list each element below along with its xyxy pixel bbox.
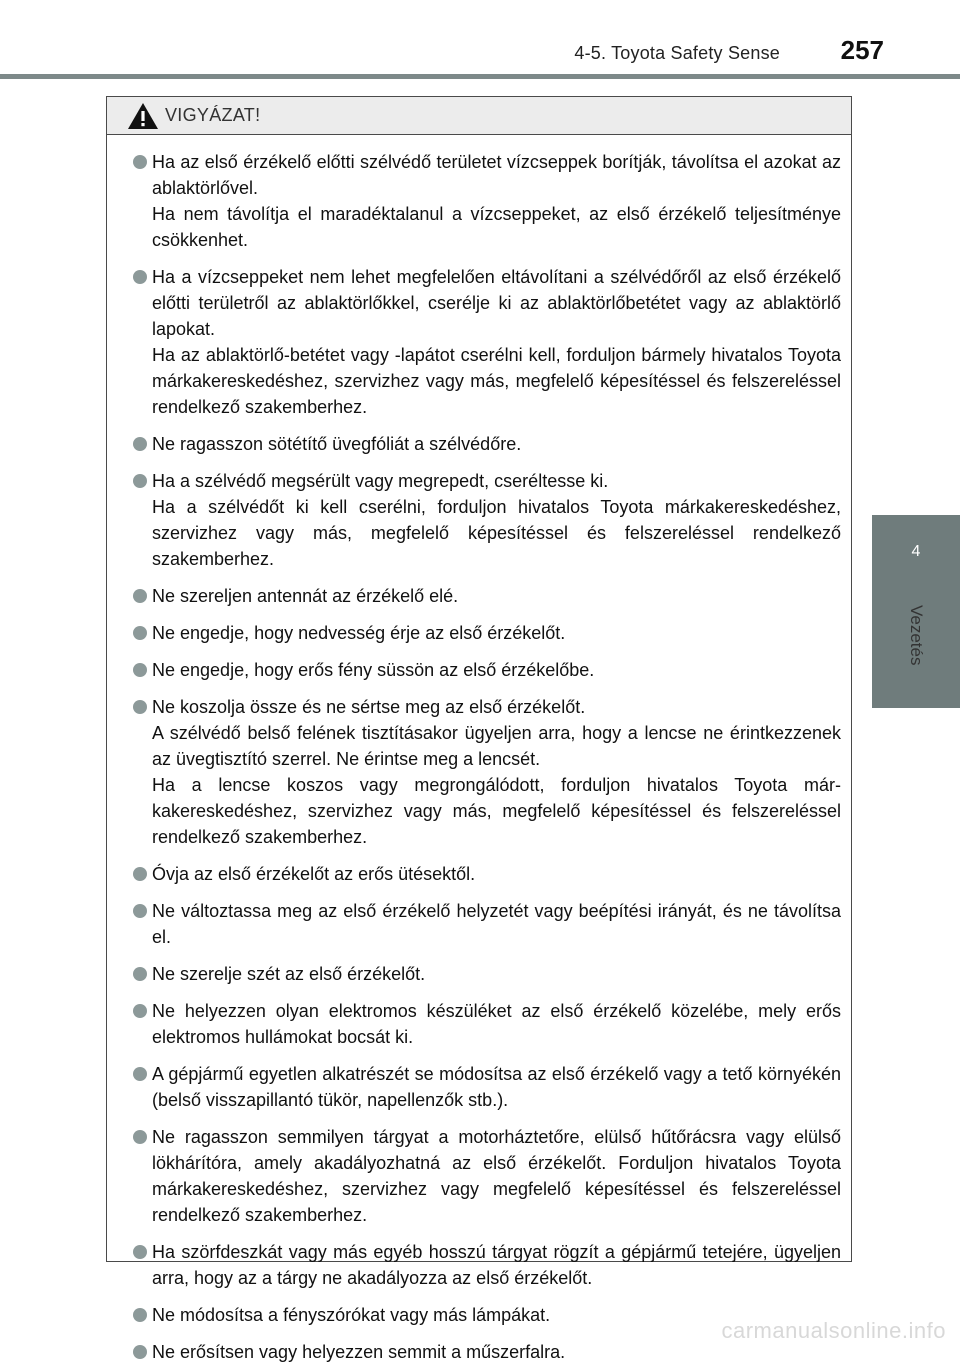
- list-item-body: [152, 1239, 841, 1291]
- list-item-text: Ne ragasszon semmilyen tárgyat a motorháztetőre, elülső hűtőrácsra vagy elülső lökhárítóra, amely akadályozhatná az első érzékelőt. Forduljon hivatalos Toyota márkakereskedéshez, szervizhez vagy megfelelő képesítéssel és felszereléssel rendelkező szakemberhez.: [152, 1127, 841, 1225]
- list-item-body: [152, 694, 841, 850]
- list-item-text: Ne erősítsen vagy helyezzen semmit a műszerfalra.: [152, 1342, 566, 1362]
- list-item: [133, 1061, 841, 1113]
- list-item-body: [152, 583, 841, 609]
- section-title: 4-5. Toyota Safety Sense: [574, 43, 780, 63]
- bullet-icon: [133, 589, 147, 603]
- list-item: [133, 468, 841, 572]
- list-item-text: Ha a lencse koszos vagy megrongálódott, forduljon hivatalos Toyota márkakereskedéshez, szervizhez vagy más, megfelelő képesítéssel és felszereléssel rendelkező szakemberhez.: [152, 775, 841, 847]
- list-item: [133, 861, 841, 887]
- list-item-body: [152, 468, 841, 572]
- list-item: [133, 264, 841, 420]
- list-item: [133, 961, 841, 987]
- bullet-icon: [133, 1308, 147, 1322]
- list-item-body: [152, 149, 841, 253]
- list-item-text: Ne helyezzen olyan elektromos készüléket az első érzékelő közelébe, mely erős elektromos hullámokat bocsát ki.: [152, 1001, 841, 1047]
- list-item-body: [152, 431, 841, 457]
- list-item: [133, 1124, 841, 1228]
- bullet-icon: [133, 663, 147, 677]
- list-item-body: [152, 264, 841, 420]
- list-item-body: [152, 657, 841, 683]
- list-item: [133, 149, 841, 253]
- chapter-label: Vezetés: [907, 605, 926, 666]
- list-item-body: [152, 898, 841, 950]
- bullet-icon: [133, 1004, 147, 1018]
- list-item: [133, 583, 841, 609]
- list-item-text: Ha a szélvédőt ki kell cserélni, forduljon hivatalos Toyota márkakereskedéshez, szervizhez vagy más, megfelelő képesítéssel és felszereléssel rendelkező szakemberhez.: [152, 497, 841, 569]
- list-item-text: Ha az ablaktörlő-betétet vagy -lapátot cserélni kell, forduljon bármely hivatalos Toyota márkakereskedéshez, szervizhez vagy más, megfelelő képesítéssel és felszereléssel rendelkező szakemberhez.: [152, 345, 841, 417]
- list-item-body: [152, 961, 841, 987]
- list-item: [133, 898, 841, 950]
- list-item-text: Ne ragasszon sötétítő üvegfóliát a szélvédőre.: [152, 434, 522, 454]
- list-item: [133, 431, 841, 457]
- bullet-icon: [133, 1067, 147, 1081]
- list-item-text: A gépjármű egyetlen alkatrészét se módosítsa az első érzékelő vagy a tető környékén (belső visszapillantó tükör, napellenzők stb.).: [152, 1064, 841, 1110]
- list-item-body: [152, 620, 841, 646]
- bullet-icon: [133, 1245, 147, 1259]
- warning-list: [107, 135, 851, 1365]
- list-item-body: [152, 861, 841, 887]
- bullet-icon: [133, 626, 147, 640]
- list-item-text: Ne engedje, hogy nedvesség érje az első érzékelőt.: [152, 623, 566, 643]
- header-rule: [0, 74, 960, 79]
- list-item: [133, 1239, 841, 1291]
- list-item-text: Ne szereljen antennát az érzékelő elé.: [152, 586, 459, 606]
- list-item-text: Ha nem távolítja el maradéktalanul a vízcseppeket, az első érzékelő teljesítménye csökkenhet.: [152, 204, 841, 250]
- page-number: 257: [840, 35, 884, 65]
- warning-header: [107, 97, 851, 135]
- bullet-icon: [133, 904, 147, 918]
- list-item-text: Ne engedje, hogy erős fény süssön az első érzékelőbe.: [152, 660, 595, 680]
- chapter-number: 4: [911, 543, 921, 560]
- list-item: [133, 657, 841, 683]
- list-item: [133, 694, 841, 850]
- warning-triangle-icon: [127, 102, 159, 130]
- list-item: [133, 998, 841, 1050]
- list-item-text: Ne koszolja össze és ne sértse meg az első érzékelőt.: [152, 697, 586, 717]
- list-item-text: Ha az első érzékelő előtti szélvédő területet vízcseppek borítják, távolítsa el azokat az ablaktörlővel.: [152, 152, 841, 198]
- list-item-text: Ha a szélvédő megsérült vagy megrepedt, cseréltesse ki.: [152, 471, 609, 491]
- bullet-icon: [133, 700, 147, 714]
- list-item-body: [152, 1124, 841, 1228]
- list-item: [133, 620, 841, 646]
- list-item-text: Ha szörfdeszkát vagy más egyéb hosszú tárgyat rögzít a gépjármű tetejére, ügyeljen arra, hogy az a tárgy ne akadályozza az első érzékelőt.: [152, 1242, 841, 1288]
- list-item-text: Ne változtassa meg az első érzékelő helyzetét vagy beépítési irányát, és ne távolítsa el.: [152, 901, 841, 947]
- bullet-icon: [133, 474, 147, 488]
- bullet-icon: [133, 155, 147, 169]
- watermark: carmanualsonline.info: [721, 1318, 946, 1343]
- bullet-icon: [133, 867, 147, 881]
- bullet-icon: [133, 270, 147, 284]
- list-item-text: Ha a vízcseppeket nem lehet megfelelően eltávolítani a szélvédőről az első érzékelő előtti területről az ablaktörlőkkel, cserélje ki az ablaktörlőbetétet vagy az ablaktörlő lapokat.: [152, 267, 841, 339]
- list-item-text: Ne módosítsa a fényszórókat vagy más lámpákat.: [152, 1305, 551, 1325]
- bullet-icon: [133, 437, 147, 451]
- bullet-icon: [133, 1130, 147, 1144]
- list-item-body: [152, 1061, 841, 1113]
- list-item-text: A szélvédő belső felének tisztításakor ügyeljen arra, hogy a lencse ne érintkezzenek az üvegtisztító szerrel. Ne érintse meg a lencsét.: [152, 723, 841, 769]
- list-item-text: Óvja az első érzékelőt az erős ütésektől.: [152, 864, 476, 884]
- warning-title: VIGYÁZAT!: [165, 105, 261, 125]
- bullet-icon: [133, 967, 147, 981]
- list-item-body: [152, 998, 841, 1050]
- bullet-icon: [133, 1345, 147, 1359]
- list-item-text: Ne szerelje szét az első érzékelőt.: [152, 964, 426, 984]
